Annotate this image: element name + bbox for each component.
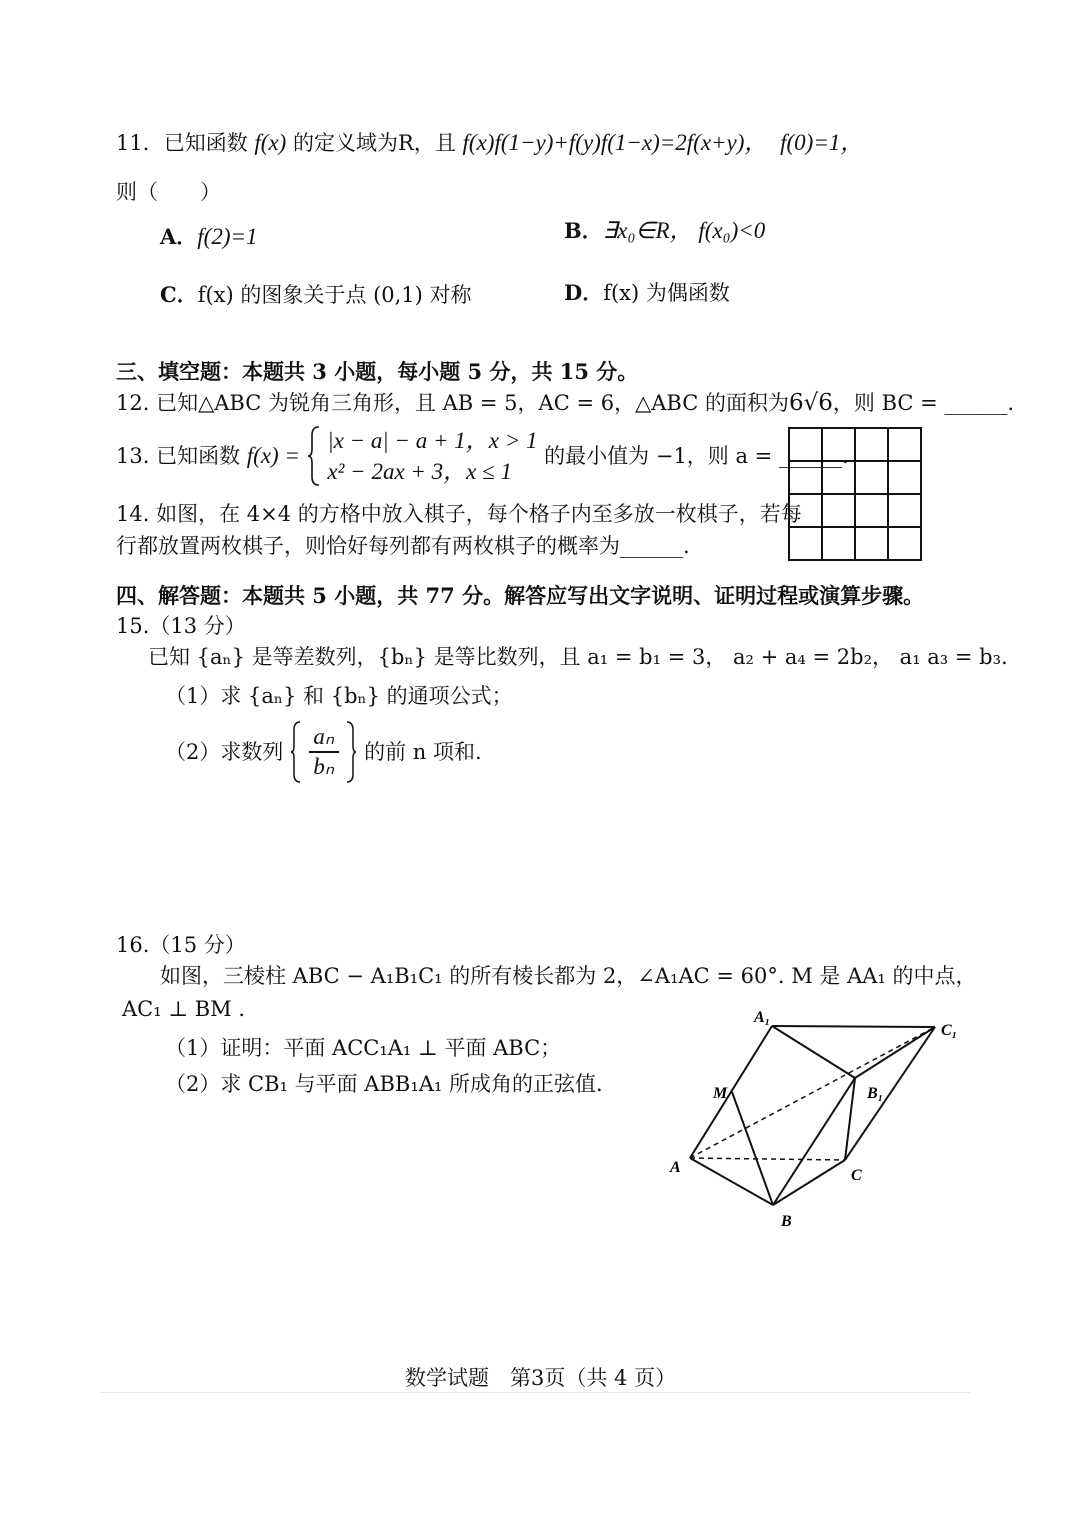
q13: 13. 已知函数 f(x) = |x − a| − a + 1，x > 1 x² − 2ax + 3，x ≤ 1 的最小值为 −1，则 a = ______. [116, 425, 849, 487]
label-m: M [713, 1085, 728, 1102]
q11-option-d: D．f(x) 为偶函数 [564, 280, 730, 305]
edge-a-a1 [690, 1026, 772, 1158]
section4-heading: 四、解答题：本题共 5 小题，共 77 分。解答应写出文字说明、证明过程或演算步骤。 [116, 583, 925, 608]
left-brace-icon [307, 425, 321, 487]
label-a1: A₁ [754, 1010, 771, 1026]
q14-line2: 行都放置两枚棋子，则恰好每列都有两枚棋子的概率为______. [116, 534, 690, 558]
section3-heading: 三、填空题：本题共 3 小题，每小题 5 分，共 15 分。 [116, 359, 639, 384]
q16-header: 16.（15 分） [116, 933, 246, 957]
q16-stem1: 如图，三棱柱 ABC − A₁B₁C₁ 的所有棱长都为 2，∠A₁AC = 60°. M 是 AA₁ 的中点， [160, 964, 977, 988]
chess-grid-4x4 [788, 427, 922, 561]
q16-part2: （2）求 CB₁ 与平面 ABB₁A₁ 所成角的正弦值. [165, 1072, 603, 1096]
label-c: C [851, 1167, 862, 1184]
label-b: B [781, 1213, 792, 1230]
edge-b1-c1 [855, 1027, 935, 1078]
q15-fraction: $\frac{\text{aₙ}}{\text{bₙ}}$ [309, 723, 339, 781]
edge-a1-b1 [772, 1026, 855, 1078]
q11-option-a: A．f(2)=1 [160, 224, 258, 249]
edge-a-b [690, 1158, 773, 1205]
label-b1: B₁ [867, 1085, 884, 1102]
footer-divider [100, 1392, 970, 1393]
page-footer: 数学试题 第3页（共 4 页） [405, 1366, 677, 1390]
edge-a1-c1 [772, 1026, 935, 1027]
edge-b1-b [773, 1078, 855, 1205]
edge-c1-c [845, 1027, 935, 1160]
edge-b-c [773, 1160, 845, 1205]
q15-header: 15.（13 分） [116, 614, 246, 638]
q16-stem2: AC₁ ⊥ BM . [122, 997, 246, 1021]
q15-part2: （2）求数列 $\frac{\text{aₙ}}{\text{bₙ}}$ 的前 n 项和. [165, 720, 482, 784]
q11-option-b: B．∃x₀∈R， f(x₀)<0 [564, 218, 766, 243]
q12: 12. 已知△ABC 为锐角三角形，且 AB = 5，AC = 6，△ABC 的面积为6√6，则 BC = ______. [116, 390, 1015, 416]
q15-stem: 已知 {aₙ} 是等差数列，{bₙ} 是等比数列，且 a₁ = b₁ = 3， a₂ + a₄ = 2b₂， a₁ a₃ = b₃. [148, 645, 1008, 669]
q11-then: 则（ ） [116, 180, 221, 204]
q15-part1: （1）求 {aₙ} 和 {bₙ} 的通项公式； [165, 684, 513, 708]
left-brace-icon [290, 720, 302, 784]
label-c1: C₁ [941, 1022, 958, 1039]
q16-part1: （1）证明：平面 ACC₁A₁ ⊥ 平面 ABC； [165, 1036, 562, 1060]
segment-m-b [732, 1092, 773, 1205]
right-brace-icon [345, 720, 357, 784]
edge-a-c [690, 1158, 845, 1160]
q13-piecewise: |x − a| − a + 1，x > 1 x² − 2ax + 3，x ≤ 1 [307, 425, 538, 487]
q11-stem: 11．已知函数 f(x) 的定义域为R，且 f(x)f(1−y)+f(y)f(1−x)=2f(x+y)， f(0)=1， [116, 130, 864, 155]
prism-figure [660, 1010, 970, 1240]
q11-option-c: C．f(x) 的图象关于点 (0,1) 对称 [160, 282, 472, 307]
label-a: A [670, 1159, 681, 1176]
q14-line1: 14. 如图，在 4×4 的方格中放入棋子，每个格子内至多放一枚棋子，若每 [116, 502, 802, 526]
